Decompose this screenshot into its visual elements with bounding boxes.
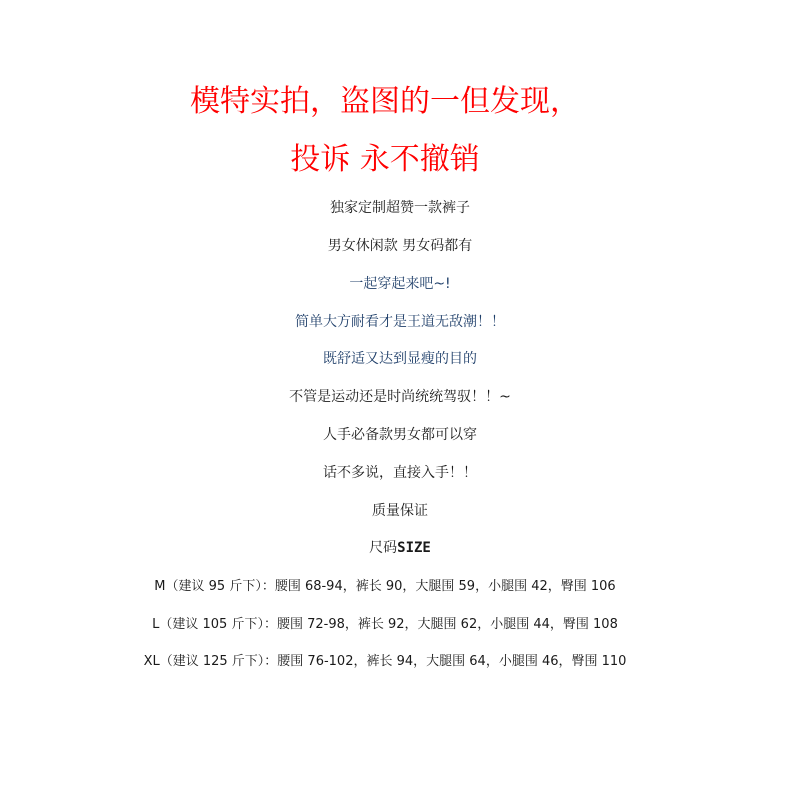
size-row-m: M（建议 95 斤下）：腰围 68-94，裤长 90，大腿围 59，小腿围 42，臀围 106	[154, 579, 616, 594]
size-heading-label: SIZE	[397, 540, 431, 556]
description-line-must-have: 人手必备款男女都可以穿	[323, 427, 477, 443]
description-line-sport-fashion: 不管是运动还是时尚统统驾驭！！~	[289, 389, 511, 405]
description-line-quality: 质量保证	[372, 503, 428, 519]
description-line-wear-together: 一起穿起来吧~!	[349, 276, 451, 292]
copyright-warning-line-2: 投诉 永不撤销	[290, 142, 480, 177]
size-row-xl: XL（建议 125 斤下）：腰围 76-102，裤长 94，大腿围 64，小腿围 46，臀围 110	[143, 654, 627, 669]
description-line-comfortable: 既舒适又达到显瘦的目的	[323, 351, 477, 367]
size-heading-prefix: 尺码	[369, 540, 398, 556]
description-line-exclusive: 独家定制超赞一款裤子	[330, 200, 470, 216]
description-line-unisex: 男女休闲款 男女码都有	[327, 238, 473, 254]
size-row-l: L（建议 105 斤下）：腰围 72-98，裤长 92，大腿围 62，小腿围 44，臀围 108	[152, 617, 618, 632]
description-line-buy-now: 话不多说，直接入手！！	[323, 465, 477, 481]
copyright-warning-line-1: 模特实拍，盗图的一但发现，	[190, 84, 580, 119]
description-line-simple-style: 简单大方耐看才是王道无敌潮！！	[295, 314, 505, 330]
size-heading	[0, 538, 800, 558]
